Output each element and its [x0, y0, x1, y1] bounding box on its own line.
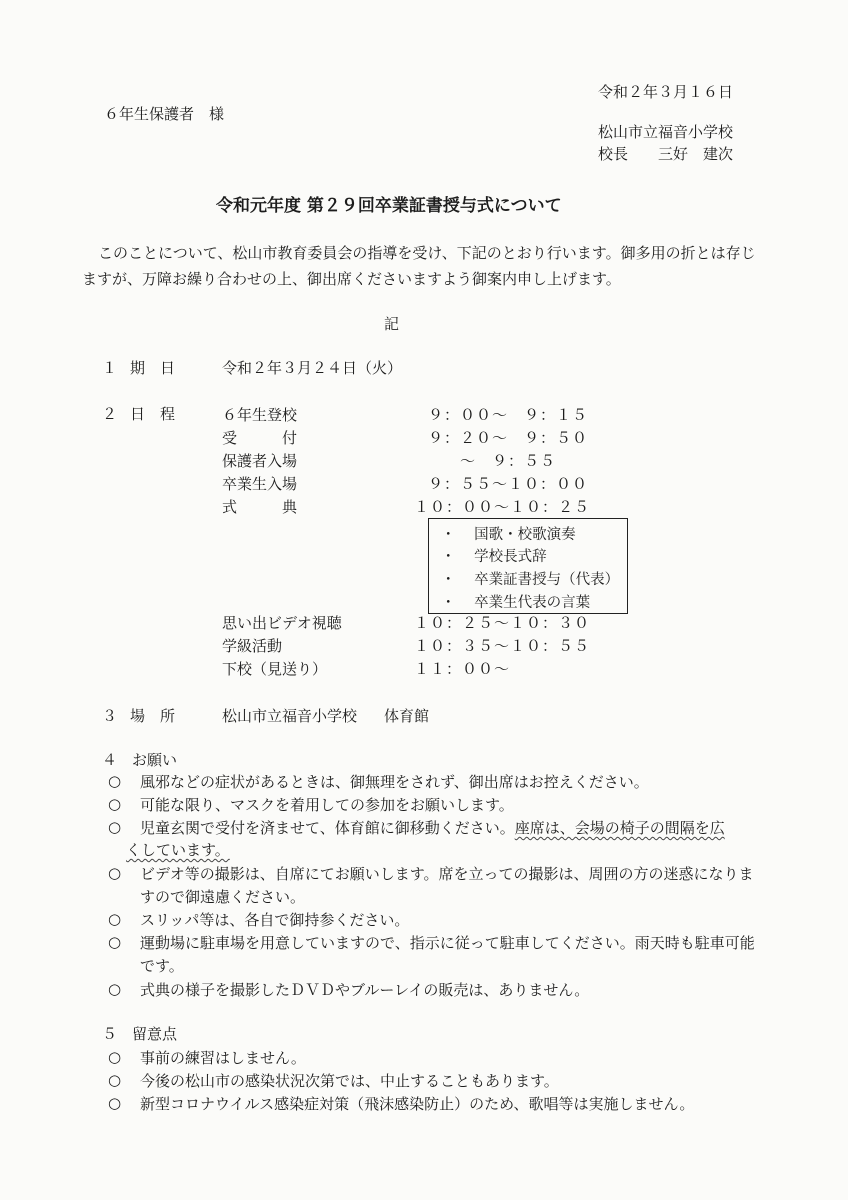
- schedule-row: [222, 658, 602, 680]
- schedule-label: 学級活動: [222, 637, 283, 655]
- program-item-text: 学校長式辞: [474, 549, 547, 565]
- schedule-label: 受 付: [222, 429, 298, 447]
- program-item: [441, 568, 619, 589]
- schedule-time: ９：５５～１０：００: [428, 475, 589, 493]
- program-item: [441, 591, 590, 612]
- bullet-icon: ・: [441, 549, 456, 565]
- ceremony-program-box: [428, 518, 628, 614]
- schedule-label: 保護者入場: [222, 452, 298, 470]
- request-item-emphasis: くしています。: [126, 841, 230, 859]
- program-item-text: 卒業証書授与（代表）: [474, 572, 620, 588]
- schedule-row: [222, 635, 602, 657]
- section5-heading: ５ 留意点: [102, 1025, 178, 1043]
- schedule-row: [222, 427, 602, 449]
- request-item-emphasis: 座席は、会場の椅子の間隔を広: [514, 819, 725, 837]
- schedule-row: [222, 496, 602, 518]
- section3-label: 場 所: [130, 707, 176, 725]
- recipient: ６年生保護者 様: [104, 105, 225, 123]
- schedule-row: [222, 612, 602, 634]
- request-item: 運動場に駐車場を用意していますので、指示に従って駐車してください。雨天時も駐車可能です。: [140, 934, 755, 975]
- circle-marker-icon: ○: [108, 1094, 122, 1112]
- schedule-label: 卒業生入場: [222, 475, 298, 493]
- schedule-time: １０：２５～１０：３０: [414, 614, 591, 632]
- request-item: スリッパ等は、各自で御持参ください。: [140, 911, 410, 929]
- venue-school: 松山市立福音小学校: [222, 707, 358, 725]
- schedule-time: ９：００～ ９：１５: [428, 406, 589, 424]
- bullet-icon: ・: [441, 527, 456, 543]
- schedule-time: ９：２０～ ９：５０: [428, 429, 589, 447]
- circle-marker-icon: ○: [108, 1048, 122, 1066]
- bullet-icon: ・: [441, 572, 456, 588]
- request-item: 風邪などの症状があるときは、御無理をされず、御出席はお控えください。: [140, 773, 649, 791]
- schedule-time: １０：３５～１０：５５: [414, 637, 591, 655]
- schedule-row: [222, 450, 602, 472]
- circle-marker-icon: ○: [108, 772, 122, 790]
- request-item-text: 児童玄関で受付を済ませて、体育館に御移動ください。: [140, 819, 515, 837]
- document-title: 令和元年度 第２９回卒業証書授与式について: [216, 196, 562, 216]
- intro-paragraph: このことについて、松山市教育委員会の指導を受け、下記のとおり行います。御多用の折とは存じますが、万障お繰り合わせの上、御出席くださいますよう御案内申し上げます。: [82, 244, 756, 288]
- venue-hall: 体育館: [384, 707, 430, 725]
- schedule-label: 思い出ビデオ視聴: [222, 614, 342, 632]
- schedule-label: ６年生登校: [222, 406, 298, 424]
- ki-mark: 記: [384, 315, 400, 333]
- request-item: ビデオ等の撮影は、自席にてお願いします。席を立っての撮影は、周囲の方の迷惑になりますので御遠慮ください。: [140, 865, 754, 906]
- section2-number: ２: [102, 405, 118, 423]
- section3-number: ３: [102, 707, 118, 725]
- circle-marker-icon: ○: [108, 933, 122, 951]
- circle-marker-icon: ○: [108, 818, 122, 836]
- section2-label: 日 程: [130, 405, 176, 423]
- program-item: [441, 545, 547, 566]
- school-name: 松山市立福音小学校: [598, 123, 734, 141]
- schedule-time: １１：００～: [414, 660, 511, 678]
- issue-date: 令和２年３月１６日: [598, 83, 734, 101]
- circle-marker-icon: ○: [108, 1071, 122, 1089]
- caution-item: 新型コロナウイルス感染症対策（飛沫感染防止）のため、歌唱等は実施しません。: [140, 1095, 695, 1113]
- circle-marker-icon: ○: [108, 980, 122, 998]
- circle-marker-icon: ○: [108, 864, 122, 882]
- schedule-time: ～ ９：５５: [428, 452, 557, 470]
- program-item: [441, 523, 576, 544]
- caution-item: 今後の松山市の感染状況次第では、中止することもあります。: [140, 1072, 559, 1090]
- section4-heading: ４ お願い: [102, 751, 178, 769]
- request-item-seating: [140, 817, 768, 840]
- bullet-icon: ・: [441, 595, 456, 611]
- schedule-time: １０：００～１０：２５: [414, 498, 591, 516]
- section1-label: 期 日: [130, 359, 176, 377]
- principal-name: 校長 三好 建次: [598, 145, 734, 163]
- circle-marker-icon: ○: [108, 910, 122, 928]
- schedule-label: 下校（見送り）: [222, 660, 328, 678]
- circle-marker-icon: ○: [108, 795, 122, 813]
- caution-item: 事前の練習はしません。: [140, 1049, 306, 1067]
- schedule-row: [222, 404, 602, 426]
- program-item-text: 国歌・校歌演奏: [474, 527, 576, 543]
- schedule-label: 式 典: [222, 498, 298, 516]
- section1-number: １: [102, 359, 118, 377]
- schedule-row: [222, 473, 602, 495]
- program-item-text: 卒業生代表の言葉: [474, 595, 591, 611]
- ceremony-date: 令和２年３月２４日（火）: [222, 359, 403, 377]
- request-item: 式典の様子を撮影したＤＶＤやブルーレイの販売は、ありません。: [140, 981, 590, 999]
- request-item: 可能な限り、マスクを着用しての参加をお願いします。: [140, 796, 514, 814]
